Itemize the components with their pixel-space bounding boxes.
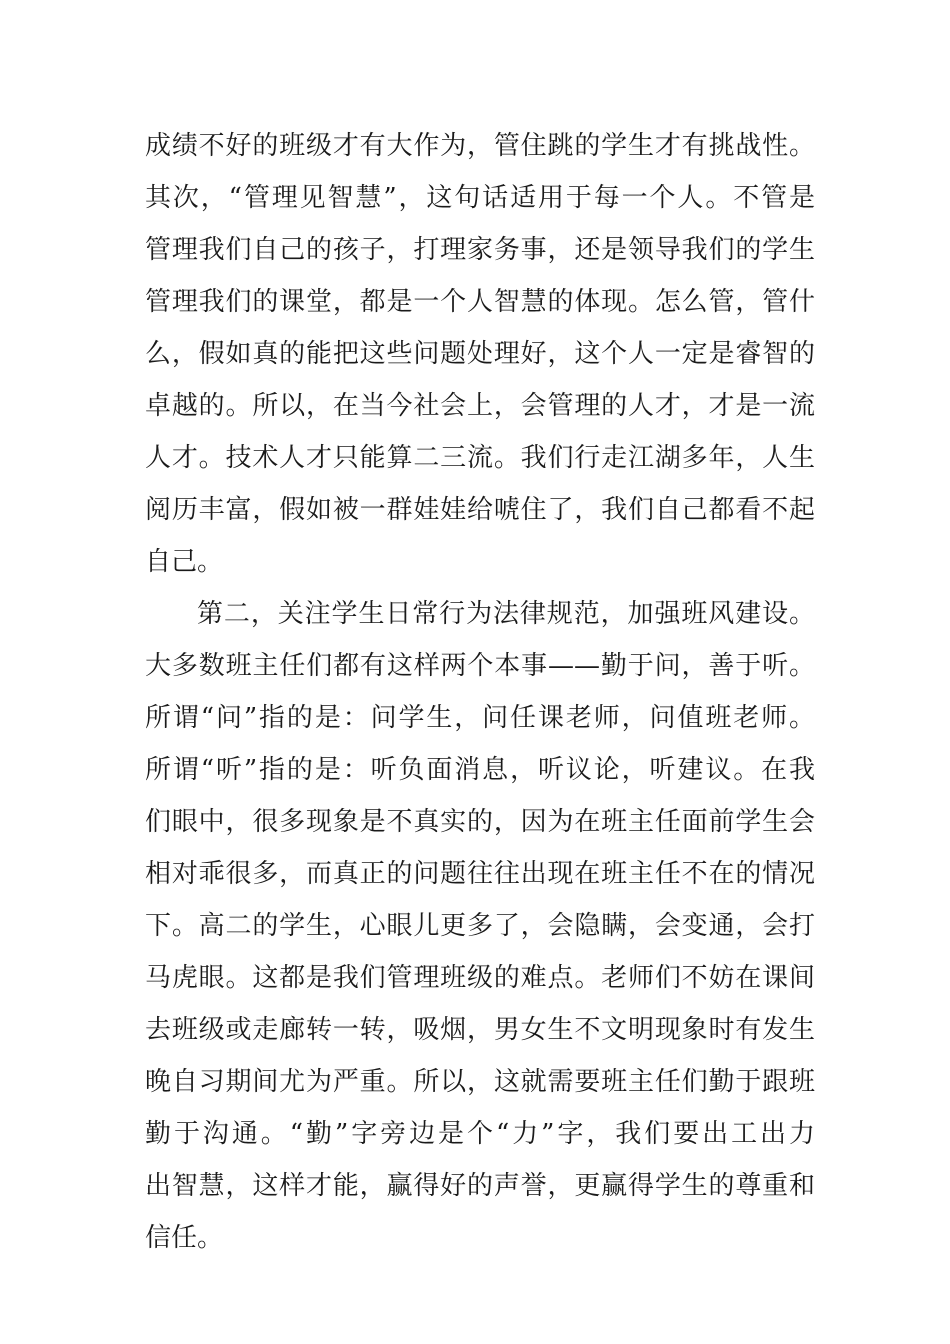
text-line: 人才。技术人才只能算二三流。我们行走江湖多年，人生 — [145, 443, 815, 473]
text-line: 成绩不好的班级才有大作为，管住跳的学生才有挑战性。 — [145, 131, 815, 161]
text-line: 所谓“听”指的是：听负面消息，听议论，听建议。在我 — [145, 755, 815, 785]
text-line: 信任。 — [145, 1223, 224, 1253]
text-line: 相对乖很多，而真正的问题往往出现在班主任不在的情况 — [145, 859, 815, 889]
text-line: 晚自习期间尤为严重。所以，这就需要班主任们勤于跟班 — [145, 1067, 815, 1097]
text-line: 去班级或走廊转一转，吸烟，男女生不文明现象时有发生 — [145, 1015, 815, 1045]
text-line: 出智慧，这样才能，赢得好的声誉，更赢得学生的尊重和 — [145, 1171, 815, 1201]
text-line: 管理我们自己的孩子，打理家务事，还是领导我们的学生 — [145, 235, 815, 265]
text-line: 所谓“问”指的是：问学生，问任课老师，问值班老师。 — [145, 703, 815, 733]
text-line: 下。高二的学生，心眼儿更多了，会隐瞒，会变通，会打 — [145, 911, 815, 941]
text-line: 卓越的。所以，在当今社会上，会管理的人才，才是一流 — [145, 391, 815, 421]
text-line: 们眼中，很多现象是不真实的，因为在班主任面前学生会 — [145, 807, 815, 837]
text-line: 么，假如真的能把这些问题处理好，这个人一定是睿智的 — [145, 339, 815, 369]
text-line: 其次，“管理见智慧”，这句话适用于每一个人。不管是 — [145, 183, 815, 213]
text-line: 勤于沟通。“勤”字旁边是个“力”字，我们要出工出力 — [145, 1119, 815, 1149]
paragraph-first-line: 第二，关注学生日常行为法律规范，加强班风建设。 — [197, 599, 815, 629]
text-line: 管理我们的课堂，都是一个人智慧的体现。怎么管，管什 — [145, 287, 815, 317]
text-line: 阅历丰富，假如被一群娃娃给唬住了，我们自己都看不起 — [145, 495, 815, 525]
text-line: 马虎眼。这都是我们管理班级的难点。老师们不妨在课间 — [145, 963, 815, 993]
text-line: 大多数班主任们都有这样两个本事——勤于问，善于听。 — [145, 651, 815, 681]
text-line: 自己。 — [145, 547, 224, 577]
document-body — [145, 120, 815, 1264]
